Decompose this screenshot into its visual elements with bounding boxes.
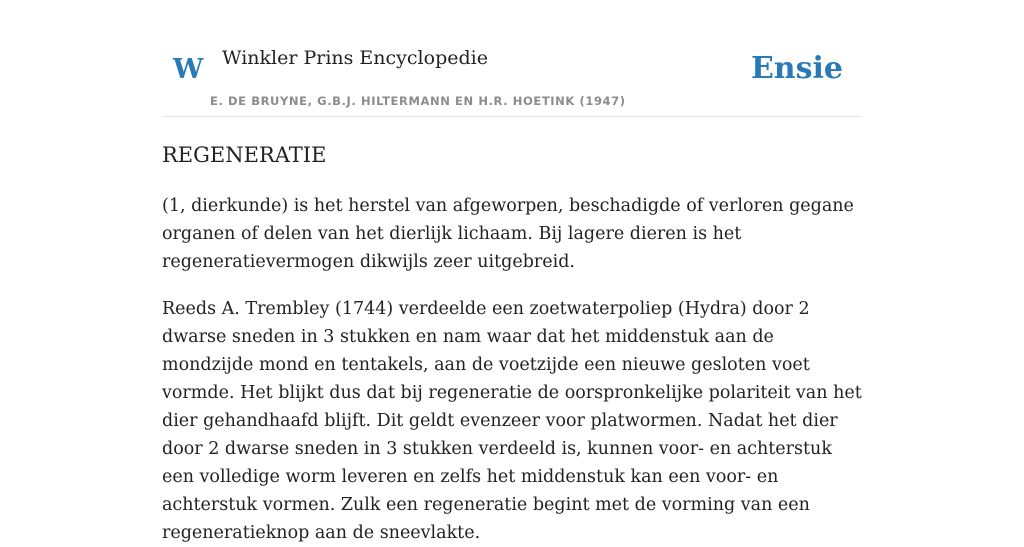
site-header [162, 0, 862, 117]
ensie-logo[interactable]: Ensie [750, 51, 843, 86]
article-paragraph: (1, dierkunde) is het herstel van afgeworpen, beschadigde of verloren gegane organen of delen van het dierlijk lichaam. Bij lagere dieren is het regeneratievermogen dikwijls zeer uitgebreid. [162, 196, 854, 272]
page [162, 0, 862, 543]
source-authors: E. DE BRUYNE, G.B.J. HILTERMANN EN H.R. HOETINK (1947) [210, 94, 626, 108]
article-title: REGENERATIE [162, 143, 327, 167]
source-title[interactable]: Winkler Prins Encyclopedie [222, 47, 488, 69]
winkler-prins-logo[interactable]: W [173, 54, 204, 85]
article-paragraph: Reeds A. Trembley (1744) verdeelde een zoetwaterpoliep (Hydra) door 2 dwarse sneden in 3 stukken en nam waar dat het middenstuk aan de mondzijde mond en tentakels, aan de voetzijde een nieuwe gesloten voet vormde. Het blijkt dus dat bij regeneratie de oorspronkelijke polariteit van het dier gehandhaafd blijft. Dit geldt evenzeer voor platwormen. Nadat het dier door 2 dwarse sneden in 3 stukken verdeeld is, kunnen voor- en achterstuk een volledige worm leveren en zelfs het middenstuk kan een voor- en achterstuk vormen. Zulk een regeneratie begint met de vorming van een regeneratieknop aan de sneevlakte. [162, 299, 862, 543]
